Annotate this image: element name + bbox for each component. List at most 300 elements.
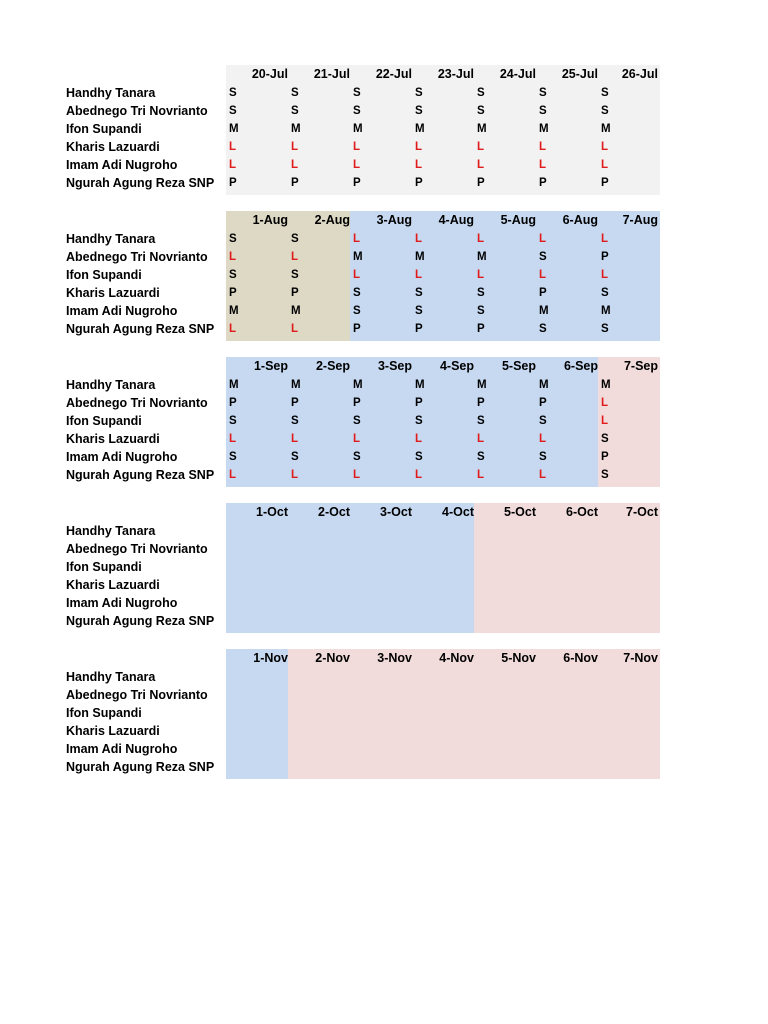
date-header: 4-Nov xyxy=(439,651,474,665)
shift-cell[interactable]: S xyxy=(291,87,299,99)
shift-cell[interactable] xyxy=(415,540,455,558)
shift-cell[interactable]: S xyxy=(539,105,547,117)
shift-cell[interactable] xyxy=(291,704,331,722)
shift-cell[interactable]: M xyxy=(477,123,487,135)
shift-cell[interactable] xyxy=(477,522,517,540)
shift-cell[interactable]: S xyxy=(539,87,547,99)
shift-cell[interactable] xyxy=(477,576,517,594)
employee-name: Ngurah Agung Reza SNP xyxy=(66,322,215,336)
shift-cell[interactable]: S xyxy=(353,287,361,299)
shift-cell[interactable]: P xyxy=(229,287,237,299)
date-header: 6-Nov xyxy=(563,651,598,665)
shift-cell[interactable]: L xyxy=(477,433,485,445)
shift-cell[interactable] xyxy=(291,558,331,576)
shift-cell[interactable]: S xyxy=(229,269,237,281)
shift-cell[interactable]: S xyxy=(291,269,299,281)
shift-cell[interactable]: S xyxy=(415,287,423,299)
shift-cell[interactable]: L xyxy=(415,159,423,171)
shift-cell[interactable] xyxy=(477,668,517,686)
employee-name: Imam Adi Nugroho xyxy=(66,742,178,756)
date-header: 26-Jul xyxy=(621,67,658,81)
employee-name: Handhy Tanara xyxy=(66,232,156,246)
shift-cell[interactable] xyxy=(601,704,641,722)
shift-cell[interactable]: L xyxy=(539,433,547,445)
shift-cell[interactable] xyxy=(291,722,331,740)
shift-cell[interactable] xyxy=(601,686,641,704)
date-header: 1-Sep xyxy=(253,359,288,373)
shift-cell[interactable]: L xyxy=(353,233,361,245)
shift-cell[interactable]: L xyxy=(291,433,299,445)
shift-cell[interactable]: S xyxy=(229,415,237,427)
date-header: 4-Sep xyxy=(439,359,474,373)
shift-cell[interactable] xyxy=(291,576,331,594)
shift-cell[interactable] xyxy=(539,612,579,630)
shift-cell[interactable] xyxy=(229,758,269,776)
shift-cell[interactable] xyxy=(291,686,331,704)
shift-cell[interactable]: P xyxy=(415,397,423,409)
shift-cell[interactable] xyxy=(663,466,703,484)
shift-cell[interactable] xyxy=(663,722,703,740)
employee-name: Ifon Supandi xyxy=(66,268,142,282)
employee-name: Abednego Tri Novrianto xyxy=(66,104,208,118)
employee-name: Kharis Lazuardi xyxy=(66,432,160,446)
shift-cell[interactable]: P xyxy=(353,177,361,189)
shift-cell[interactable]: M xyxy=(601,379,611,391)
shift-cell[interactable]: L xyxy=(539,159,547,171)
shift-cell[interactable] xyxy=(229,612,269,630)
shift-cell[interactable]: L xyxy=(477,469,485,481)
shift-cell[interactable] xyxy=(663,612,703,630)
shift-cell[interactable] xyxy=(477,740,517,758)
shift-cell[interactable] xyxy=(663,376,703,394)
shift-cell[interactable]: L xyxy=(353,269,361,281)
shift-cell[interactable] xyxy=(291,758,331,776)
shift-cell[interactable] xyxy=(353,704,393,722)
shift-cell[interactable] xyxy=(229,740,269,758)
shift-cell[interactable]: L xyxy=(415,433,423,445)
shift-cell[interactable]: S xyxy=(353,87,361,99)
employee-name: Handhy Tanara xyxy=(66,86,156,100)
shift-cell[interactable]: P xyxy=(415,177,423,189)
shift-cell[interactable]: L xyxy=(415,269,423,281)
date-header: 21-Jul xyxy=(313,67,350,81)
shift-cell[interactable] xyxy=(601,522,641,540)
shift-cell[interactable] xyxy=(415,668,455,686)
shift-cell[interactable] xyxy=(353,686,393,704)
shift-cell[interactable] xyxy=(663,284,703,302)
shift-cell[interactable] xyxy=(229,668,269,686)
shift-cell[interactable] xyxy=(353,594,393,612)
shift-cell[interactable] xyxy=(229,704,269,722)
shift-cell[interactable] xyxy=(663,522,703,540)
shift-cell[interactable] xyxy=(601,740,641,758)
shift-cell[interactable] xyxy=(291,612,331,630)
date-header: 2-Sep xyxy=(315,359,350,373)
shift-cell[interactable]: P xyxy=(601,451,609,463)
shift-cell[interactable]: P xyxy=(291,397,299,409)
shift-cell[interactable]: M xyxy=(415,251,425,263)
shift-cell[interactable]: S xyxy=(353,415,361,427)
shift-cell[interactable]: L xyxy=(291,323,299,335)
employee-name: Ifon Supandi xyxy=(66,122,142,136)
schedule-block-aug xyxy=(0,211,768,341)
shift-cell[interactable] xyxy=(353,740,393,758)
shift-cell[interactable]: L xyxy=(601,269,609,281)
shift-cell[interactable] xyxy=(229,558,269,576)
shift-cell[interactable] xyxy=(663,740,703,758)
shift-cell[interactable]: M xyxy=(353,379,363,391)
shift-cell[interactable] xyxy=(229,576,269,594)
shift-cell[interactable]: L xyxy=(477,159,485,171)
shift-cell[interactable]: S xyxy=(353,305,361,317)
shift-cell[interactable] xyxy=(477,722,517,740)
shift-cell[interactable]: P xyxy=(229,177,237,189)
shift-cell[interactable]: L xyxy=(477,269,485,281)
shift-cell[interactable]: L xyxy=(601,415,609,427)
shift-cell[interactable]: S xyxy=(539,323,547,335)
shift-cell[interactable] xyxy=(539,522,579,540)
shift-cell[interactable] xyxy=(539,758,579,776)
shift-cell[interactable] xyxy=(663,320,703,338)
shift-cell[interactable] xyxy=(601,576,641,594)
shift-cell[interactable] xyxy=(539,668,579,686)
shift-cell[interactable]: M xyxy=(291,123,301,135)
shift-cell[interactable]: S xyxy=(477,451,485,463)
shift-cell[interactable] xyxy=(477,758,517,776)
shift-cell[interactable]: M xyxy=(415,379,425,391)
shift-cell[interactable] xyxy=(601,668,641,686)
shift-cell[interactable]: L xyxy=(539,269,547,281)
shift-cell[interactable] xyxy=(539,576,579,594)
shift-cell[interactable]: L xyxy=(291,469,299,481)
shift-cell[interactable] xyxy=(601,612,641,630)
shift-cell[interactable] xyxy=(291,740,331,758)
employee-name: Ifon Supandi xyxy=(66,706,142,720)
shift-cell[interactable] xyxy=(663,668,703,686)
shift-cell[interactable]: P xyxy=(353,397,361,409)
schedule-block-sep xyxy=(0,357,768,487)
shift-cell[interactable] xyxy=(539,558,579,576)
employee-name: Ngurah Agung Reza SNP xyxy=(66,760,215,774)
shift-cell[interactable]: M xyxy=(601,305,611,317)
shift-cell[interactable] xyxy=(663,230,703,248)
shift-cell[interactable]: M xyxy=(353,123,363,135)
shift-cell[interactable]: P xyxy=(291,177,299,189)
shift-cell[interactable]: P xyxy=(477,177,485,189)
shift-cell[interactable] xyxy=(663,758,703,776)
shift-cell[interactable] xyxy=(539,686,579,704)
shift-cell[interactable] xyxy=(229,540,269,558)
shift-cell[interactable]: P xyxy=(291,287,299,299)
shift-cell[interactable]: L xyxy=(601,141,609,153)
shift-cell[interactable] xyxy=(601,758,641,776)
shift-cell[interactable] xyxy=(539,594,579,612)
shift-cell[interactable]: P xyxy=(601,251,609,263)
shift-cell[interactable] xyxy=(539,740,579,758)
shift-cell[interactable] xyxy=(663,174,703,192)
date-header: 5-Oct xyxy=(504,505,536,519)
schedule-block-nov xyxy=(0,649,768,779)
shift-cell[interactable]: S xyxy=(291,415,299,427)
shift-cell[interactable]: M xyxy=(291,379,301,391)
shift-cell[interactable] xyxy=(663,412,703,430)
shift-cell[interactable]: L xyxy=(353,159,361,171)
shift-cell[interactable] xyxy=(415,758,455,776)
shift-cell[interactable]: S xyxy=(353,451,361,463)
shift-cell[interactable]: L xyxy=(539,233,547,245)
date-header: 6-Sep xyxy=(563,359,598,373)
shift-cell[interactable]: M xyxy=(291,305,301,317)
employee-name: Imam Adi Nugroho xyxy=(66,158,178,172)
shift-cell[interactable]: P xyxy=(601,177,609,189)
shift-cell[interactable] xyxy=(663,248,703,266)
shift-cell[interactable] xyxy=(663,266,703,284)
shift-cell[interactable]: L xyxy=(415,141,423,153)
shift-cell[interactable] xyxy=(601,594,641,612)
shift-cell[interactable] xyxy=(477,704,517,722)
shift-cell[interactable] xyxy=(663,686,703,704)
shift-cell[interactable] xyxy=(663,448,703,466)
shift-cell[interactable]: L xyxy=(415,469,423,481)
shift-cell[interactable]: M xyxy=(477,379,487,391)
shift-cell[interactable] xyxy=(663,102,703,120)
date-header: 3-Sep xyxy=(377,359,412,373)
date-header: 24-Jul xyxy=(499,67,536,81)
shift-cell[interactable] xyxy=(539,540,579,558)
shift-cell[interactable]: S xyxy=(539,451,547,463)
shift-cell[interactable] xyxy=(477,558,517,576)
date-header: 4-Oct xyxy=(442,505,474,519)
shift-cell[interactable]: S xyxy=(539,415,547,427)
employee-name: Kharis Lazuardi xyxy=(66,724,160,738)
shift-cell[interactable] xyxy=(663,394,703,412)
date-header: 4-Aug xyxy=(438,213,474,227)
shift-cell[interactable] xyxy=(353,522,393,540)
shift-cell[interactable]: M xyxy=(601,123,611,135)
date-header: 5-Nov xyxy=(501,651,536,665)
shift-cell[interactable]: L xyxy=(477,141,485,153)
shift-cell[interactable] xyxy=(353,576,393,594)
shift-cell[interactable]: S xyxy=(601,469,609,481)
shift-cell[interactable] xyxy=(353,668,393,686)
schedule-block-jul xyxy=(0,65,768,195)
date-header: 7-Aug xyxy=(622,213,658,227)
shift-cell[interactable] xyxy=(663,302,703,320)
shift-cell[interactable]: S xyxy=(291,105,299,117)
shift-cell[interactable]: L xyxy=(539,469,547,481)
employee-name: Ifon Supandi xyxy=(66,414,142,428)
shift-cell[interactable] xyxy=(477,540,517,558)
shift-cell[interactable] xyxy=(353,722,393,740)
shift-cell[interactable]: S xyxy=(415,415,423,427)
shift-cell[interactable] xyxy=(291,522,331,540)
employee-name: Abednego Tri Novrianto xyxy=(66,250,208,264)
shift-cell[interactable]: M xyxy=(353,251,363,263)
employee-name: Kharis Lazuardi xyxy=(66,578,160,592)
shift-cell[interactable]: S xyxy=(291,233,299,245)
shift-cell[interactable] xyxy=(415,522,455,540)
shift-cell[interactable] xyxy=(601,558,641,576)
employee-name: Kharis Lazuardi xyxy=(66,140,160,154)
shift-cell[interactable] xyxy=(415,686,455,704)
shift-cell[interactable] xyxy=(663,540,703,558)
shift-cell[interactable]: S xyxy=(601,87,609,99)
shift-cell[interactable] xyxy=(353,612,393,630)
shift-cell[interactable]: S xyxy=(229,233,237,245)
shift-cell[interactable]: S xyxy=(229,451,237,463)
shift-cell[interactable]: M xyxy=(229,379,239,391)
shift-cell[interactable] xyxy=(663,594,703,612)
shift-cell[interactable] xyxy=(477,612,517,630)
shift-cell[interactable]: S xyxy=(477,287,485,299)
date-header: 2-Oct xyxy=(318,505,350,519)
shift-cell[interactable]: M xyxy=(539,305,549,317)
shift-cell[interactable]: P xyxy=(229,397,237,409)
shift-cell[interactable] xyxy=(353,558,393,576)
date-header: 1-Oct xyxy=(256,505,288,519)
shift-cell[interactable] xyxy=(601,540,641,558)
date-header: 5-Sep xyxy=(501,359,536,373)
shift-cell[interactable]: L xyxy=(601,397,609,409)
date-header: 1-Nov xyxy=(253,651,288,665)
shift-cell[interactable]: M xyxy=(415,123,425,135)
shift-cell[interactable] xyxy=(415,558,455,576)
shift-cell[interactable]: S xyxy=(601,105,609,117)
shift-cell[interactable] xyxy=(415,576,455,594)
date-header: 6-Aug xyxy=(562,213,598,227)
shift-cell[interactable] xyxy=(663,430,703,448)
shift-cell[interactable] xyxy=(291,594,331,612)
shift-cell[interactable]: L xyxy=(229,141,237,153)
shift-cell[interactable]: S xyxy=(601,323,609,335)
employee-name: Ngurah Agung Reza SNP xyxy=(66,468,215,482)
shift-cell[interactable] xyxy=(229,522,269,540)
shift-cell[interactable]: P xyxy=(415,323,423,335)
schedule-block-oct xyxy=(0,503,768,633)
shift-cell[interactable]: M xyxy=(539,379,549,391)
shift-cell[interactable]: S xyxy=(477,305,485,317)
shift-cell[interactable]: S xyxy=(229,105,237,117)
shift-cell[interactable]: M xyxy=(229,123,239,135)
shift-cell[interactable]: L xyxy=(539,141,547,153)
date-header: 2-Aug xyxy=(314,213,350,227)
date-header: 3-Nov xyxy=(377,651,412,665)
shift-cell[interactable] xyxy=(663,156,703,174)
shift-cell[interactable] xyxy=(415,612,455,630)
shift-cell[interactable] xyxy=(353,758,393,776)
shift-cell[interactable] xyxy=(477,686,517,704)
employee-name: Ngurah Agung Reza SNP xyxy=(66,176,215,190)
shift-cell[interactable]: P xyxy=(539,287,547,299)
shift-cell[interactable]: S xyxy=(477,87,485,99)
shift-cell[interactable] xyxy=(415,740,455,758)
shift-cell[interactable] xyxy=(539,722,579,740)
employee-name: Abednego Tri Novrianto xyxy=(66,688,208,702)
employee-name: Handhy Tanara xyxy=(66,524,156,538)
shift-cell[interactable]: M xyxy=(477,251,487,263)
shift-cell[interactable]: S xyxy=(477,415,485,427)
shift-cell[interactable] xyxy=(663,84,703,102)
shift-cell[interactable] xyxy=(291,540,331,558)
shift-cell[interactable] xyxy=(477,594,517,612)
employee-name: Imam Adi Nugroho xyxy=(66,596,178,610)
shift-cell[interactable]: S xyxy=(539,251,547,263)
shift-cell[interactable] xyxy=(415,722,455,740)
shift-cell[interactable]: L xyxy=(291,251,299,263)
shift-cell[interactable] xyxy=(291,668,331,686)
employee-name: Abednego Tri Novrianto xyxy=(66,542,208,556)
date-header: 5-Aug xyxy=(500,213,536,227)
shift-cell[interactable]: L xyxy=(229,433,237,445)
shift-cell[interactable]: P xyxy=(477,323,485,335)
shift-cell[interactable]: L xyxy=(601,233,609,245)
shift-cell[interactable]: M xyxy=(539,123,549,135)
shift-cell[interactable]: L xyxy=(229,251,237,263)
date-header: 7-Sep xyxy=(623,359,658,373)
shift-cell[interactable]: L xyxy=(477,233,485,245)
shift-cell[interactable]: L xyxy=(229,469,237,481)
date-header: 7-Nov xyxy=(623,651,658,665)
shift-cell[interactable] xyxy=(663,558,703,576)
shift-cell[interactable]: M xyxy=(229,305,239,317)
shift-cell[interactable]: L xyxy=(353,141,361,153)
shift-cell[interactable]: S xyxy=(291,451,299,463)
shift-cell[interactable] xyxy=(415,594,455,612)
shift-cell[interactable]: S xyxy=(601,433,609,445)
shift-cell[interactable]: L xyxy=(291,159,299,171)
date-header: 22-Jul xyxy=(375,67,412,81)
shift-cell[interactable] xyxy=(663,138,703,156)
shift-cell[interactable] xyxy=(663,704,703,722)
shift-cell[interactable]: L xyxy=(291,141,299,153)
shift-cell[interactable] xyxy=(229,594,269,612)
shift-cell[interactable] xyxy=(353,540,393,558)
shift-cell[interactable]: P xyxy=(477,397,485,409)
shift-cell[interactable]: S xyxy=(601,287,609,299)
shift-cell[interactable]: L xyxy=(229,159,237,171)
employee-name: Ifon Supandi xyxy=(66,560,142,574)
date-header: 20-Jul xyxy=(251,67,288,81)
shift-cell[interactable]: S xyxy=(415,451,423,463)
date-header: 3-Aug xyxy=(376,213,412,227)
shift-cell[interactable]: L xyxy=(229,323,237,335)
shift-cell[interactable]: S xyxy=(229,87,237,99)
shift-cell[interactable]: L xyxy=(353,469,361,481)
shift-cell[interactable] xyxy=(539,704,579,722)
date-header: 7-Oct xyxy=(626,505,658,519)
shift-cell[interactable] xyxy=(229,686,269,704)
shift-cell[interactable]: L xyxy=(353,433,361,445)
date-header: 6-Oct xyxy=(566,505,598,519)
shift-cell[interactable]: P xyxy=(353,323,361,335)
shift-cell[interactable]: S xyxy=(353,105,361,117)
shift-cell[interactable]: S xyxy=(415,87,423,99)
shift-cell[interactable] xyxy=(663,120,703,138)
shift-cell[interactable] xyxy=(229,722,269,740)
shift-cell[interactable] xyxy=(663,576,703,594)
date-header: 1-Aug xyxy=(252,213,288,227)
shift-cell[interactable]: L xyxy=(415,233,423,245)
shift-cell[interactable]: S xyxy=(415,305,423,317)
shift-cell[interactable]: L xyxy=(601,159,609,171)
shift-cell[interactable] xyxy=(415,704,455,722)
shift-cell[interactable]: P xyxy=(539,397,547,409)
date-header: 23-Jul xyxy=(437,67,474,81)
shift-cell[interactable]: S xyxy=(415,105,423,117)
shift-cell[interactable] xyxy=(601,722,641,740)
shift-cell[interactable]: P xyxy=(539,177,547,189)
shift-cell[interactable]: S xyxy=(477,105,485,117)
